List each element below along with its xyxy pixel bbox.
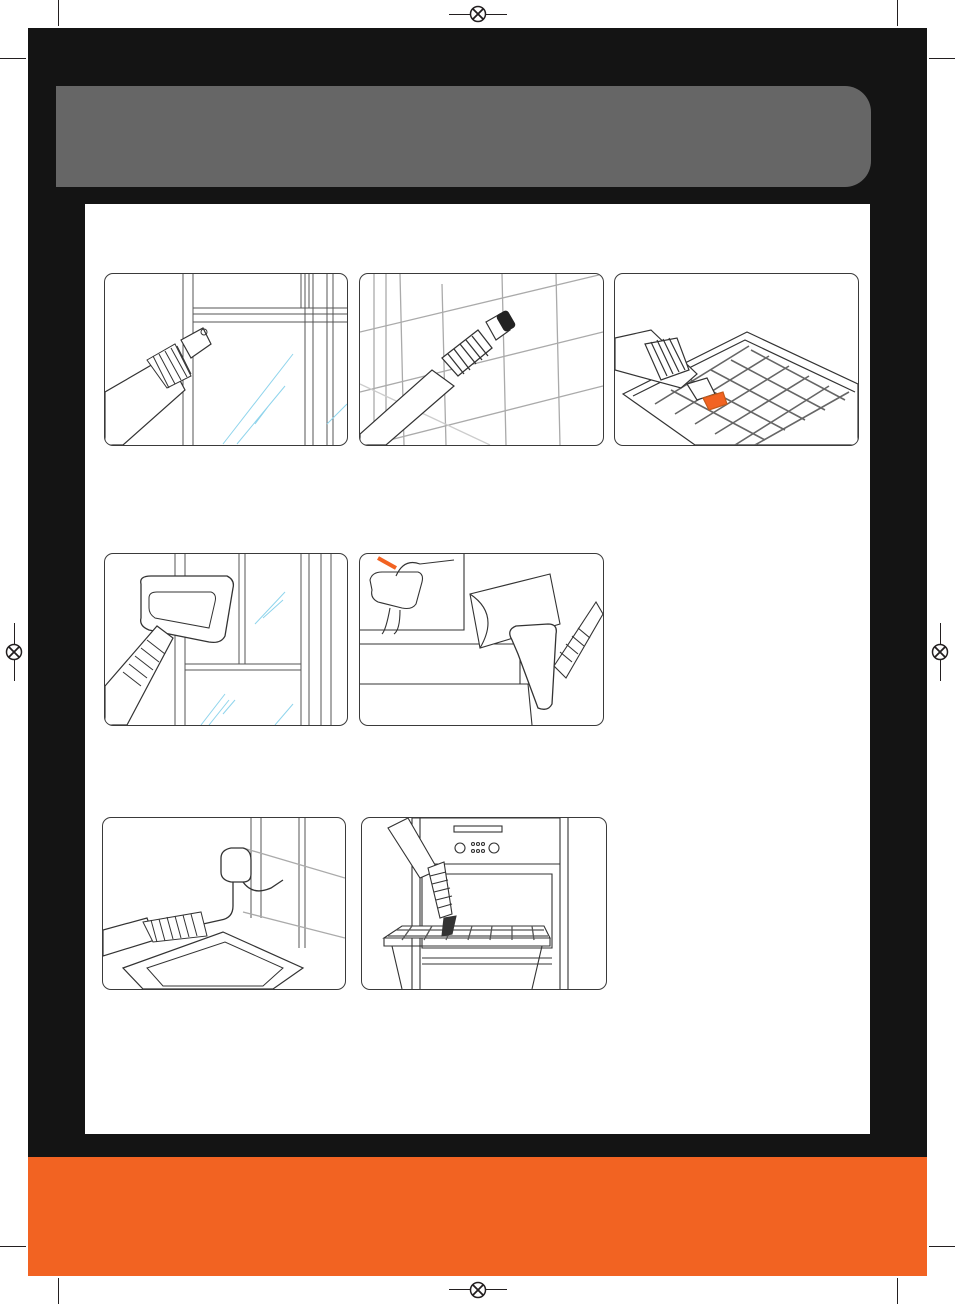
crop-mark <box>0 1246 26 1247</box>
crop-mark <box>897 0 898 26</box>
registration-mark-icon <box>467 3 489 25</box>
registration-mark-icon <box>3 641 25 663</box>
sink-tap-nozzle-icon <box>102 817 346 990</box>
crop-mark <box>0 58 26 59</box>
oven-rack-brush-icon <box>361 817 607 990</box>
window-squeegee-icon <box>104 553 348 726</box>
tile-round-brush-icon <box>359 273 604 446</box>
grill-rack-brush-icon <box>614 273 859 446</box>
footer-bar <box>28 1157 927 1276</box>
header-bar <box>56 86 871 187</box>
crop-mark <box>58 1278 59 1304</box>
window-glass-nozzle-icon <box>104 273 348 446</box>
crop-mark <box>929 1246 955 1247</box>
registration-mark-icon <box>929 641 951 663</box>
registration-mark-icon <box>467 1279 489 1301</box>
upholstery-cloth-pad-icon <box>359 553 604 726</box>
crop-mark <box>897 1278 898 1304</box>
crop-mark <box>58 0 59 26</box>
crop-mark <box>929 58 955 59</box>
